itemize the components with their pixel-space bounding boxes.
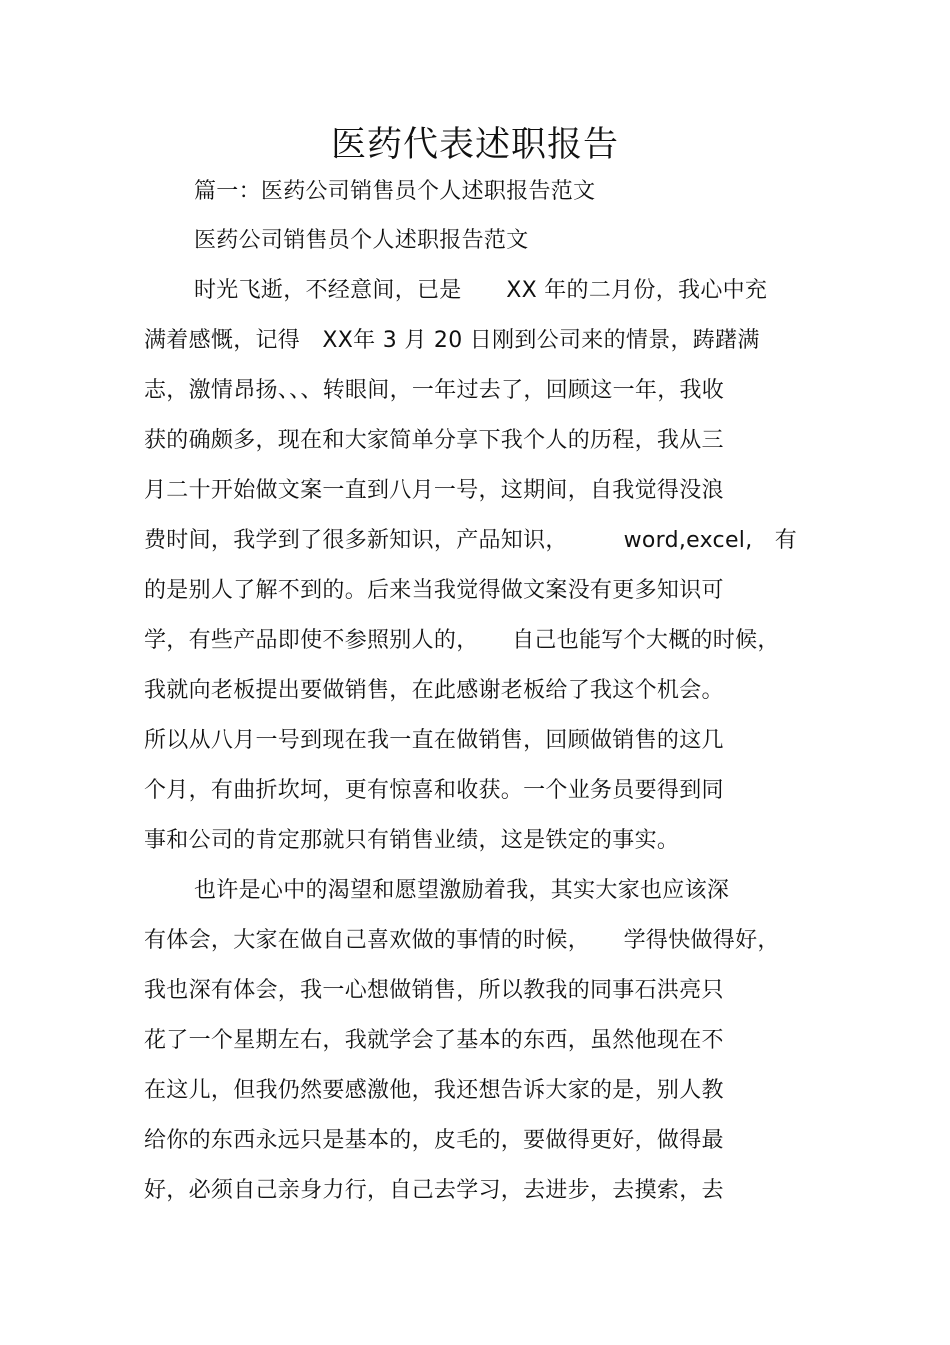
document-heading: 医药公司销售员个人述职报告范文 xyxy=(194,228,529,253)
body-line: 我就向老板提出要做销售，在此感谢老板给了我这个机会。 xyxy=(144,678,724,703)
body-line: 所以从八月一号到现在我一直在做销售，回顾做销售的这几 xyxy=(144,728,724,753)
body-line: 我也深有体会，我一心想做销售，所以教我的同事石洪亮只 xyxy=(144,978,724,1003)
body-line: 有体会，大家在做自己喜欢做的事情的时候， 学得快做得好， xyxy=(144,928,780,953)
body-line: 费时间，我学到了很多新知识，产品知识， word,excel, 有 xyxy=(144,528,798,553)
body-line: 月二十开始做文案一直到八月一号，这期间，自我觉得没浪 xyxy=(144,478,724,503)
document-title: 医药代表述职报告 xyxy=(330,125,619,165)
body-line: 事和公司的肯定那就只有销售业绩，这是铁定的事实。 xyxy=(144,828,680,853)
body-line: 的是别人了解不到的。后来当我觉得做文案没有更多知识可 xyxy=(144,578,724,603)
body-line: 志，激情昂扬、、、转眼间，一年过去了，回顾这一年，我收 xyxy=(144,378,725,403)
body-line: 也许是心中的渴望和愿望激励着我，其实大家也应该深 xyxy=(194,878,730,903)
body-line: 时光飞逝，不经意间，已是 XX 年的二月份，我心中充 xyxy=(194,278,768,303)
document-subtitle: 篇一：医药公司销售员个人述职报告范文 xyxy=(194,179,596,204)
body-line: 个月，有曲折坎坷，更有惊喜和收获。一个业务员要得到同 xyxy=(144,778,724,803)
body-line: 学，有些产品即使不参照别人的， 自己也能写个大概的时候， xyxy=(144,628,780,653)
body-line: 花了一个星期左右，我就学会了基本的东西，虽然他现在不 xyxy=(144,1028,724,1053)
body-line: 在这儿，但我仍然要感激他，我还想告诉大家的是，别人教 xyxy=(144,1078,724,1103)
body-line: 好，必须自己亲身力行，自己去学习，去进步，去摸索，去 xyxy=(144,1178,724,1203)
body-line: 满着感慨，记得 XX年 3 月 20 日刚到公司来的情景，踌躇满 xyxy=(144,328,760,353)
body-line: 获的确颇多，现在和大家简单分享下我个人的历程，我从三 xyxy=(144,428,724,453)
body-line: 给你的东西永远只是基本的，皮毛的，要做得更好，做得最 xyxy=(144,1128,724,1153)
